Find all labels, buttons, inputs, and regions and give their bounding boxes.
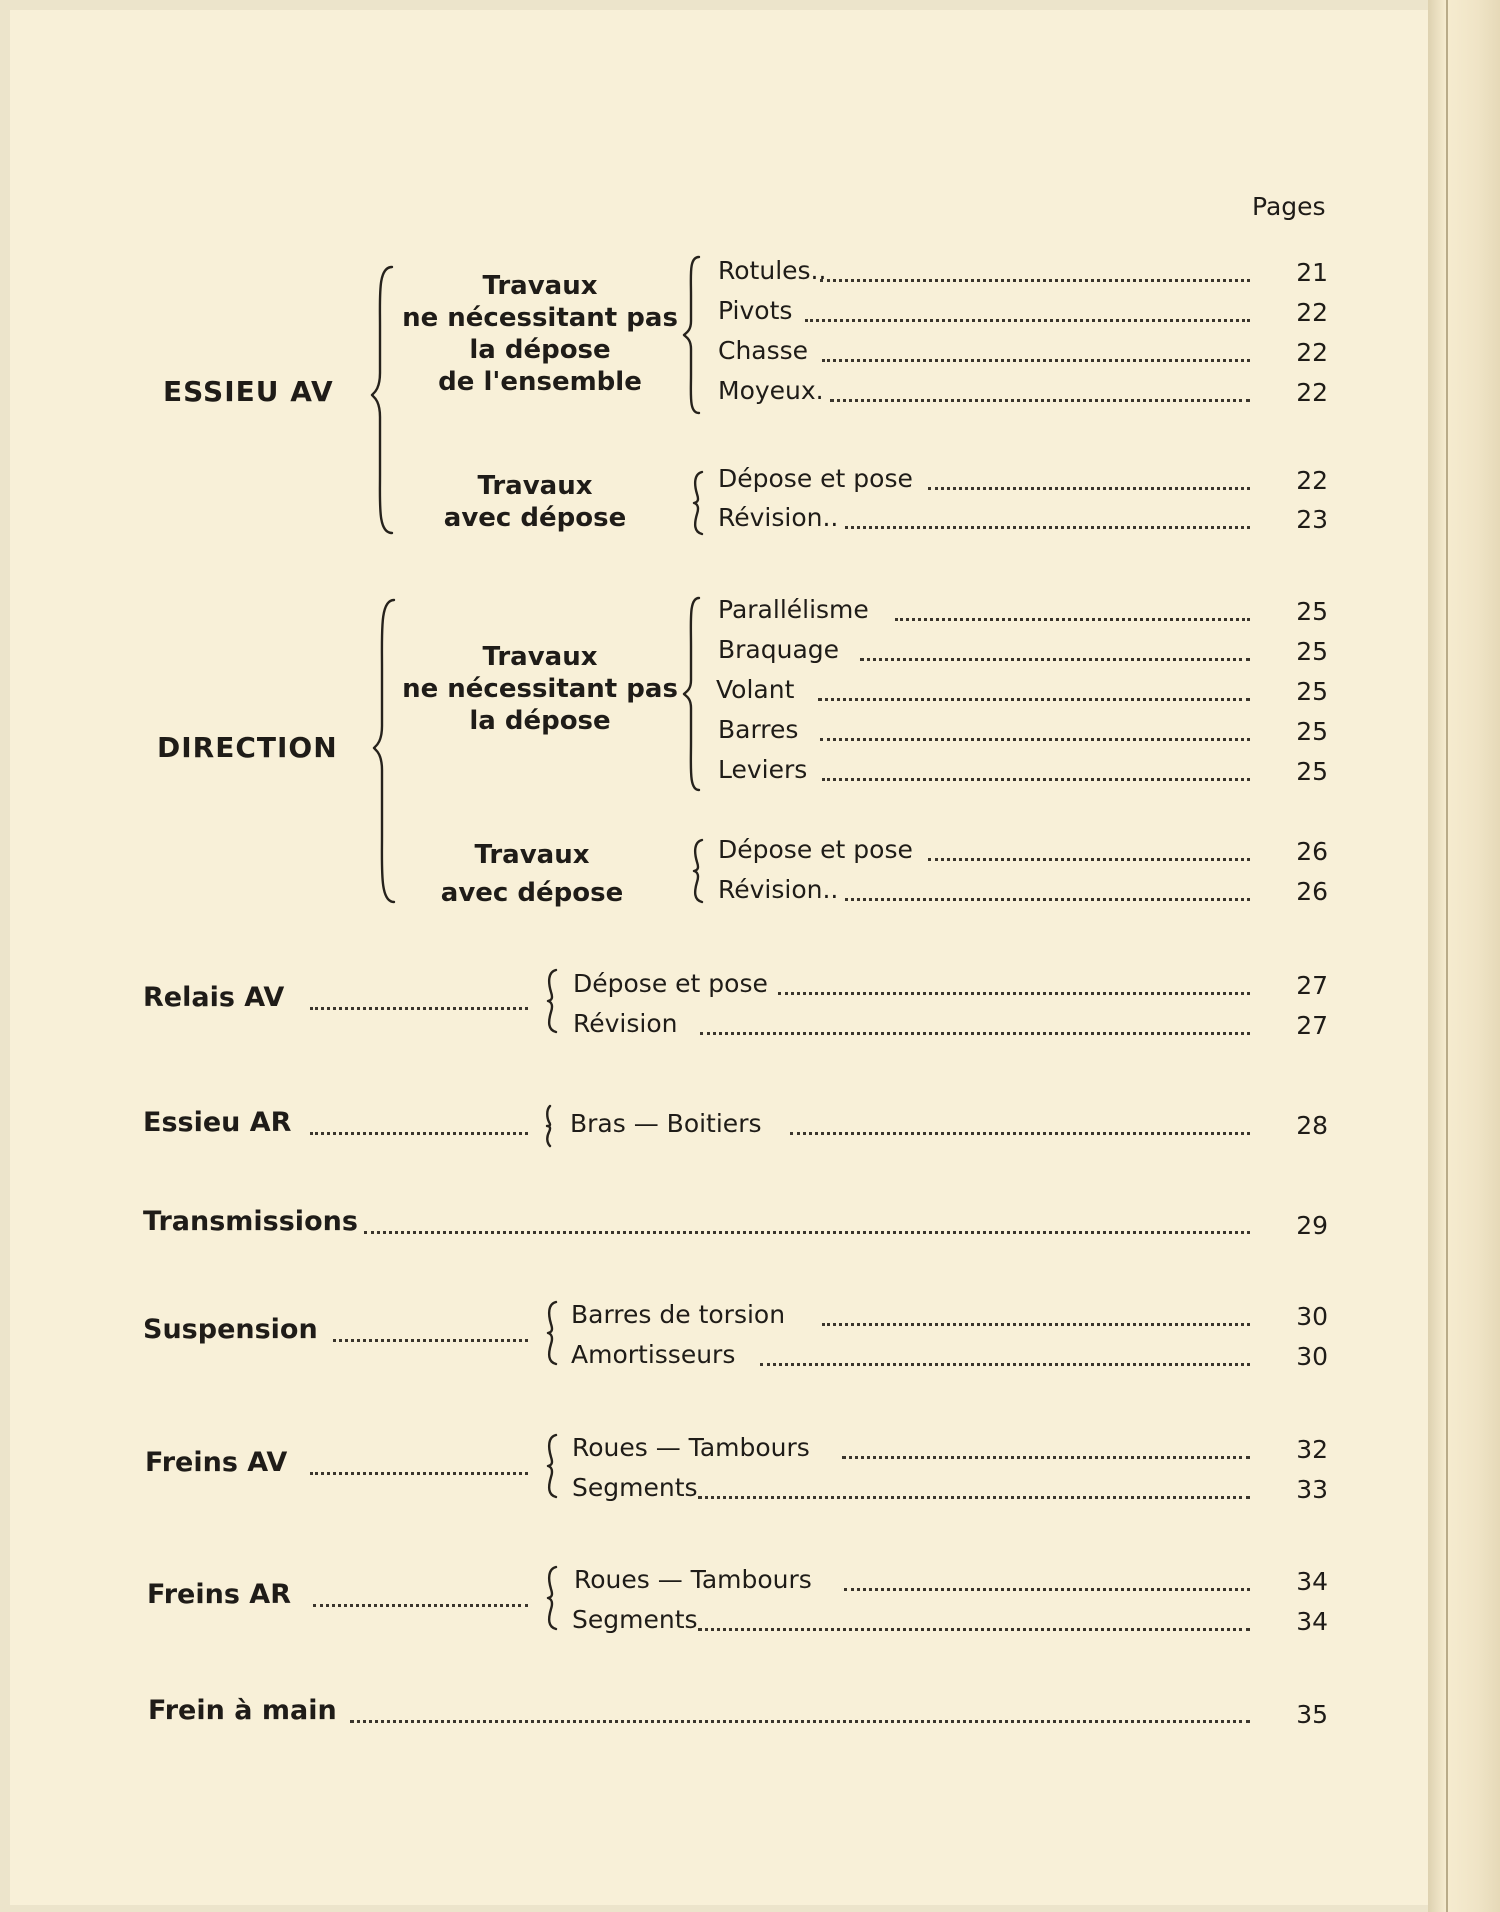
section-title[interactable]: Freins AR (147, 1579, 291, 1610)
leader-dots (760, 1363, 1250, 1366)
page-number: 25 (1296, 757, 1328, 786)
leader-dots (818, 698, 1250, 701)
page-number: 25 (1296, 637, 1328, 666)
leader-dots (928, 858, 1250, 861)
leader-dots (820, 738, 1250, 741)
toc-item[interactable]: Pivots (718, 296, 793, 325)
toc-item[interactable]: Dépose et pose (718, 464, 913, 493)
essieu-av-group2-heading (390, 470, 680, 534)
leader-dots (698, 1496, 1250, 1499)
toc-item[interactable]: Bras — Boitiers (570, 1109, 762, 1138)
toc-item[interactable]: Amortisseurs (571, 1340, 736, 1369)
toc-item[interactable]: Dépose et pose (573, 969, 768, 998)
essieu-av-group1-heading (395, 270, 685, 398)
page-number: 32 (1296, 1435, 1328, 1464)
toc-item[interactable]: Leviers (718, 755, 808, 784)
section-title[interactable]: Suspension (143, 1314, 318, 1345)
essieu-av-group1-line1: Travaux (482, 271, 598, 301)
section-title[interactable]: Transmissions (143, 1206, 358, 1237)
toc-item[interactable]: Chasse (718, 336, 809, 365)
page-number: 29 (1296, 1211, 1328, 1240)
essieu-av-group1-line4: de l'ensemble (438, 367, 642, 397)
section-brace (542, 1300, 562, 1366)
leader-dots (313, 1604, 528, 1607)
direction-group1-line2: ne nécessitant pas (402, 674, 678, 704)
essieu-av-group2-brace (688, 470, 708, 536)
section-title[interactable]: Relais AV (143, 982, 285, 1013)
page-number: 30 (1296, 1342, 1328, 1371)
leader-dots (860, 658, 1250, 661)
page-number: 26 (1296, 877, 1328, 906)
section-title[interactable]: Essieu AR (143, 1107, 292, 1138)
page-number: 27 (1296, 971, 1328, 1000)
essieu-av-group1-line3: la dépose (469, 335, 611, 365)
leader-dots (822, 778, 1250, 781)
section-title[interactable]: Frein à main (148, 1695, 337, 1726)
page-number: 34 (1296, 1567, 1328, 1596)
toc-item[interactable]: Volant (716, 675, 795, 704)
toc-item[interactable]: Rotules.. (718, 256, 827, 285)
page-number: 25 (1296, 677, 1328, 706)
leader-dots (310, 1132, 528, 1135)
page-number: 27 (1296, 1011, 1328, 1040)
leader-dots (844, 1588, 1250, 1591)
toc-item[interactable]: Barres (718, 715, 799, 744)
page-number: 30 (1296, 1302, 1328, 1331)
leader-dots (310, 1472, 528, 1475)
page-number: 25 (1296, 597, 1328, 626)
toc-item[interactable]: Révision.. (718, 503, 839, 532)
essieu-av-group1-brace (683, 255, 707, 415)
page-number: 28 (1296, 1111, 1328, 1140)
direction-group1-line3: la dépose (469, 706, 611, 736)
toc-item[interactable]: Roues — Tambours (572, 1433, 810, 1462)
toc-item[interactable]: Parallélisme (718, 595, 869, 624)
page-number: 26 (1296, 837, 1328, 866)
leader-dots (842, 1456, 1250, 1459)
direction-group1-brace (683, 596, 707, 792)
direction-group1-heading (395, 641, 685, 737)
page-number: 23 (1296, 505, 1328, 534)
leader-dots (790, 1132, 1250, 1135)
direction-group2-heading (387, 836, 677, 912)
pages-label: Pages (1252, 192, 1326, 221)
toc-item[interactable]: Moyeux. (718, 376, 824, 405)
essieu-av-heading: ESSIEU AV (163, 375, 334, 408)
section-title[interactable]: Freins AV (145, 1447, 288, 1478)
direction-heading: DIRECTION (157, 731, 338, 764)
toc-item[interactable]: Barres de torsion (571, 1300, 786, 1329)
leader-dots (830, 399, 1250, 402)
section-brace (542, 1433, 562, 1499)
page-number: 34 (1296, 1607, 1328, 1636)
page-number: 22 (1296, 378, 1328, 407)
essieu-av-group2-line2: avec dépose (443, 503, 627, 533)
toc-item[interactable]: Dépose et pose (718, 835, 913, 864)
page-fold (1428, 0, 1500, 1912)
direction-group1-line1: Travaux (482, 642, 598, 672)
essieu-av-group2-line1: Travaux (477, 471, 593, 501)
leader-dots (778, 992, 1250, 995)
section-brace (542, 1104, 558, 1148)
page (10, 10, 1440, 1905)
leader-dots (700, 1032, 1250, 1035)
toc-item[interactable]: Révision.. (718, 875, 839, 904)
direction-group2-brace (688, 838, 708, 904)
section-brace (542, 1565, 562, 1631)
essieu-av-group1-line2: ne nécessitant pas (402, 303, 678, 333)
section-brace (542, 968, 562, 1034)
page-number: 35 (1296, 1700, 1328, 1729)
toc-item[interactable]: Segments (572, 1605, 698, 1634)
direction-group2-line2: avec dépose (440, 878, 624, 908)
leader-dots (805, 319, 1250, 322)
toc-item[interactable]: Révision (573, 1009, 678, 1038)
leader-dots (895, 618, 1250, 621)
leader-dots (350, 1720, 1250, 1723)
leader-dots (698, 1628, 1250, 1631)
page-number: 22 (1296, 298, 1328, 327)
leader-dots (845, 526, 1250, 529)
fold-line (1446, 0, 1448, 1912)
leader-dots (333, 1339, 528, 1342)
leader-dots (822, 359, 1250, 362)
leader-dots (928, 487, 1250, 490)
page-number: 33 (1296, 1475, 1328, 1504)
leader-dots (310, 1007, 528, 1010)
page-number: 22 (1296, 338, 1328, 367)
toc-item[interactable]: Braquage (718, 635, 840, 664)
toc-item[interactable]: Roues — Tambours (574, 1565, 812, 1594)
page-number: 21 (1296, 258, 1328, 287)
leader-dots (822, 1323, 1250, 1326)
toc-item[interactable]: Segments (572, 1473, 698, 1502)
leader-dots (820, 279, 1250, 282)
page-number: 25 (1296, 717, 1328, 746)
leader-dots (364, 1231, 1250, 1234)
direction-group2-line1: Travaux (474, 840, 590, 870)
page-number: 22 (1296, 466, 1328, 495)
leader-dots (845, 898, 1250, 901)
